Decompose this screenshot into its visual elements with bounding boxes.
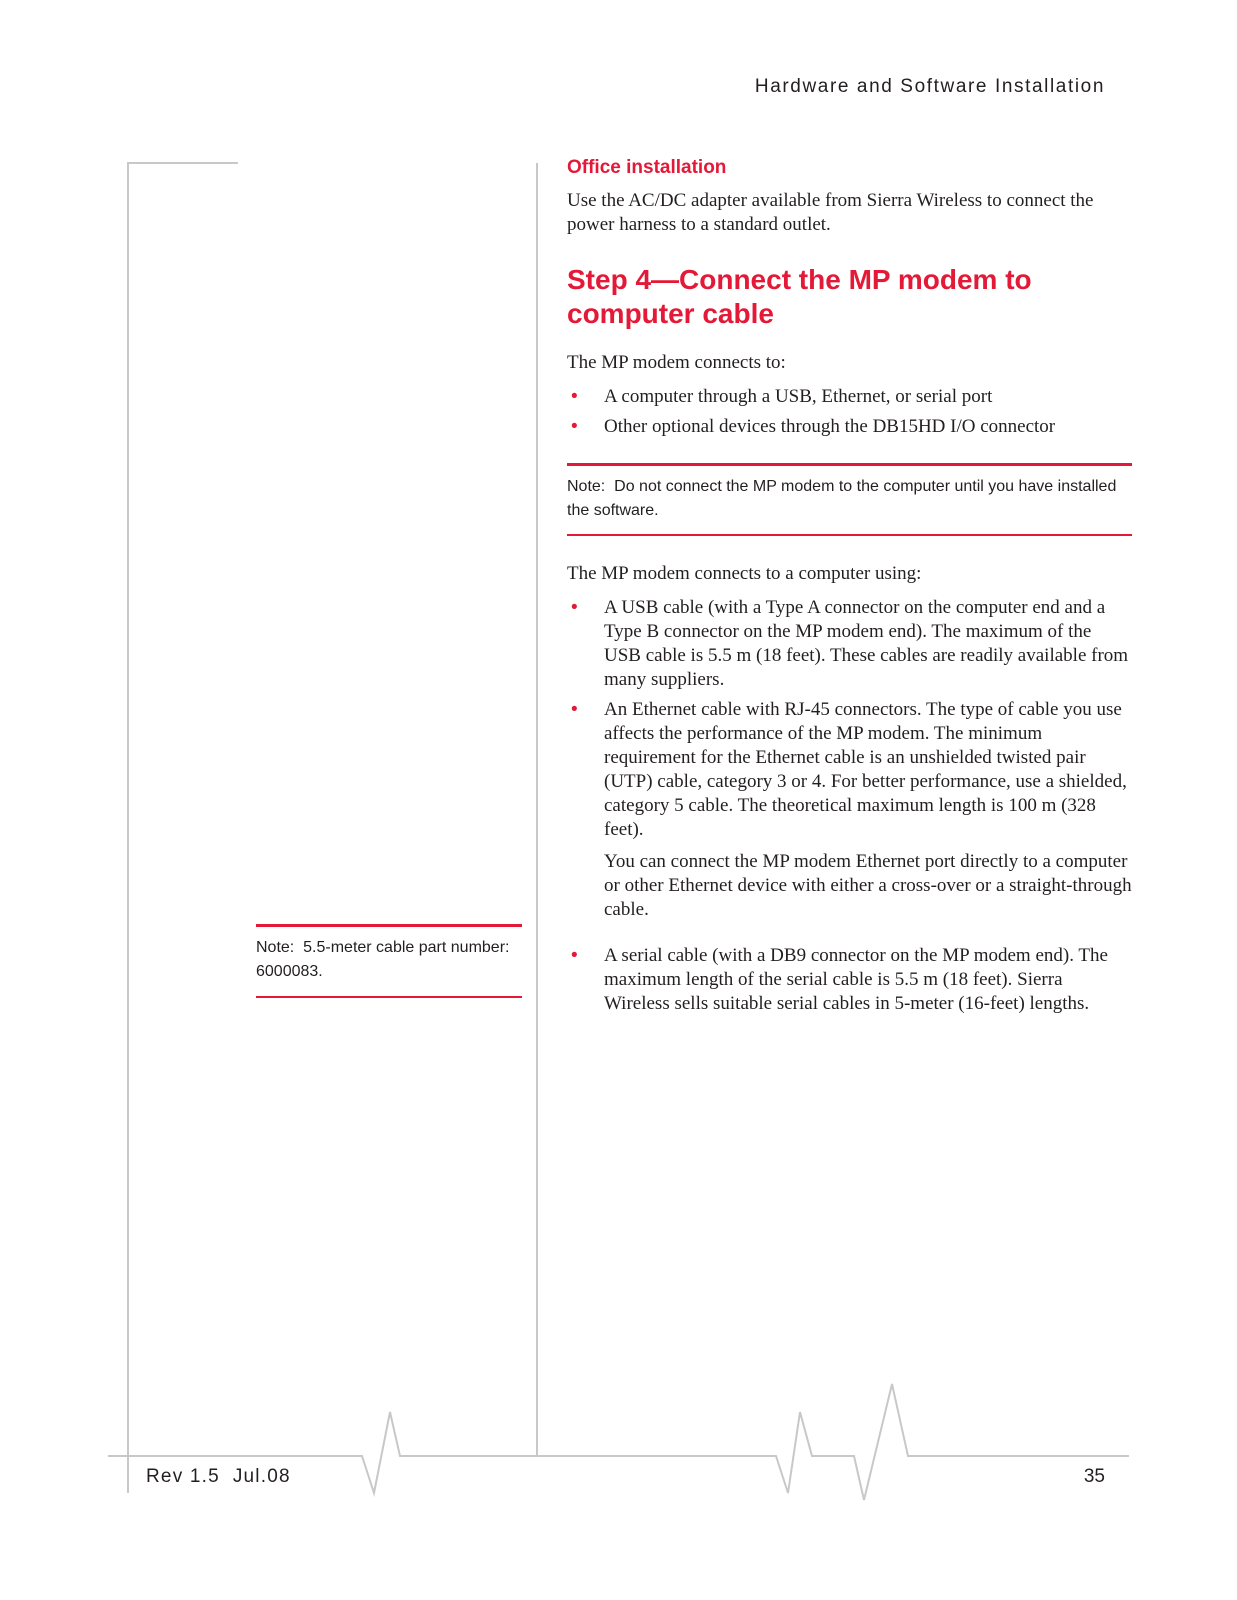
office-installation-heading: Office installation — [567, 157, 727, 178]
bullet-icon: • — [571, 945, 578, 966]
list-item — [567, 596, 1132, 692]
bullet-icon: • — [571, 597, 578, 618]
usb-cable-text: A USB cable (with a Type A connector on the computer end and a Type B connector on the MP modem end). The maximum of the USB cable is 5.5 m (18 feet). These cables are readily available from many suppliers. — [604, 597, 1129, 690]
ethernet-continuation: You can connect the MP modem Ethernet port directly to a computer or other Ethernet device with either a cross-over or a straight-through cable. — [604, 851, 1132, 920]
list-item-text: A computer through a USB, Ethernet, or serial port — [604, 386, 993, 407]
list-item — [567, 385, 1132, 409]
bullet-icon: • — [571, 699, 578, 720]
connects-to-intro: The MP modem connects to: — [567, 352, 786, 373]
list-item-text: Other optional devices through the DB15HD I/O connector — [604, 416, 1056, 437]
bullet-icon: • — [571, 386, 578, 407]
running-header: Hardware and Software Installation — [754, 76, 1105, 97]
note-label: Note: — [567, 478, 606, 495]
ethernet-cable-text: An Ethernet cable with RJ-45 connectors. The type of cable you use affects the performance of the MP modem. The minimum requirement for the Ethernet cable is an unshielded twisted pair (UTP) cable, category 3 or 4. For better performance, use a shielded, category 5 cable. The theoretical maximum length is 100 m (328 feet). — [604, 699, 1127, 840]
side-note-label: Note: — [256, 939, 295, 956]
footer-revision: Rev 1.5 Jul.08 — [146, 1466, 291, 1487]
frame-top-left-line — [128, 163, 238, 1493]
software-note — [567, 463, 1132, 536]
cable-list-continued — [567, 944, 1132, 1016]
side-note-text: 5.5-meter cable part number: 6000083. — [256, 939, 510, 980]
main-column — [567, 157, 1132, 1022]
note-text: Do not connect the MP modem to the computer until you have installed the software. — [567, 478, 1117, 519]
list-item — [567, 698, 1132, 842]
list-item — [567, 415, 1132, 439]
cable-list — [567, 596, 1132, 842]
cable-intro: The MP modem connects to a computer using: — [567, 563, 922, 584]
page-number: 35 — [1083, 1466, 1105, 1487]
office-installation-text: Use the AC/DC adapter available from Sierra Wireless to connect the power harness to a standard outlet. — [567, 190, 1094, 235]
serial-cable-text: A serial cable (with a DB9 connector on the MP modem end). The maximum length of the serial cable is 5.5 m (18 feet). Sierra Wireless sells suitable serial cables in 5-meter (16-feet) lengths. — [604, 945, 1108, 1014]
side-note — [256, 924, 522, 998]
list-item — [567, 944, 1132, 1016]
connects-to-list — [567, 385, 1132, 439]
step-4-heading: Step 4—Connect the MP modem to computer cable — [567, 264, 1032, 329]
bullet-icon: • — [571, 416, 578, 437]
